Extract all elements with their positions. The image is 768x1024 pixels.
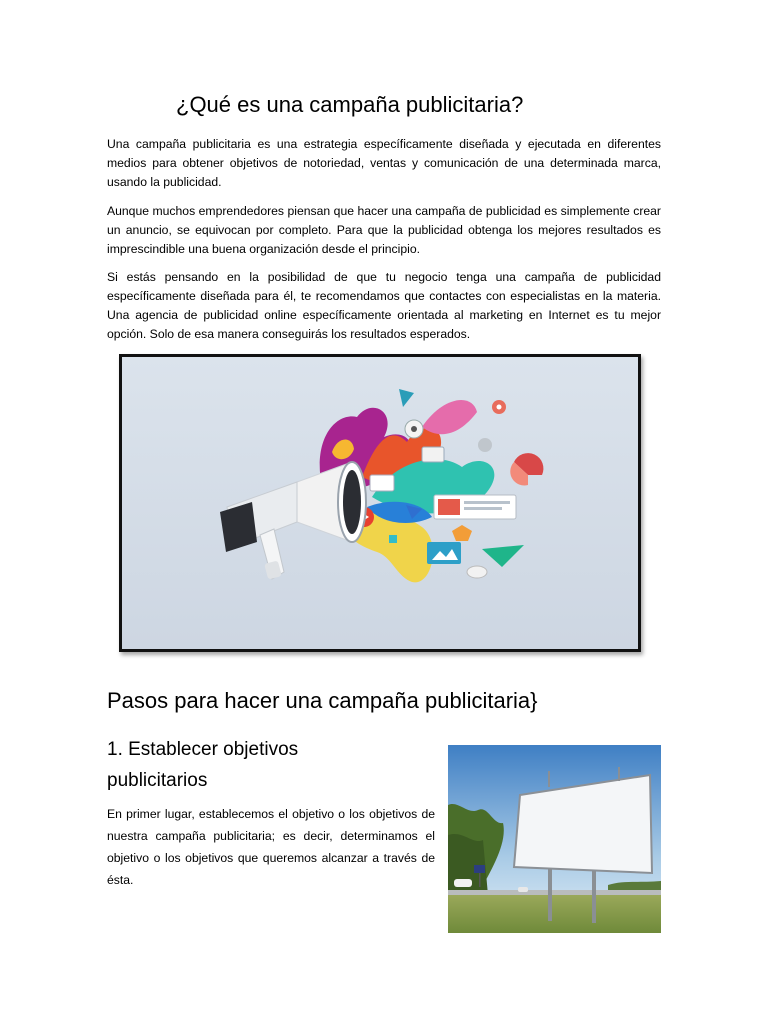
megaphone-illustration: [119, 354, 641, 652]
intro-paragraph-2: Aunque muchos emprendedores piensan que hacer una campaña de publicidad es simplemente crear un anuncio, se equivocan por completo. Para que la publicidad obtenga los mejores resultados es imprescindible una buena organización desde el principio.: [107, 204, 661, 256]
billboard-photo-svg: [448, 745, 661, 933]
megaphone-illustration-svg: [122, 357, 638, 649]
steps-heading: Pasos para hacer una campaña publicitaria}: [107, 688, 538, 713]
intro-paragraph-1: Una campaña publicitaria es una estrategia específicamente diseñada y ejecutada en diferentes medios para obtener objetivos de notoriedad, ventas y comunicación de una determinada marca, usando la publicidad.: [107, 137, 661, 189]
step-1-heading: 1. Establecer objetivos publicitarios: [107, 739, 299, 791]
billboard-photo: [448, 745, 661, 933]
intro-paragraph-3: Si estás pensando en la posibilidad de que tu negocio tenga una campaña de publicidad específicamente diseñada para él, te recomendamos que contactes con especialistas en la materia. Una agencia de publicidad online específicamente orientada al marketing en Internet es tu mejor opción. Solo de esa manera conseguirás los resultados esperados.: [107, 270, 661, 341]
page-title: ¿Qué es una campaña publicitaria?: [176, 92, 524, 117]
megaphone-icon: [220, 462, 366, 580]
step-1-body: En primer lugar, establecemos el objetivo o los objetivos de nuestra campaña publicitaria; es decir, determinamos el objetivo o los objetivos que queremos alcanzar a través de ésta.: [107, 807, 435, 887]
